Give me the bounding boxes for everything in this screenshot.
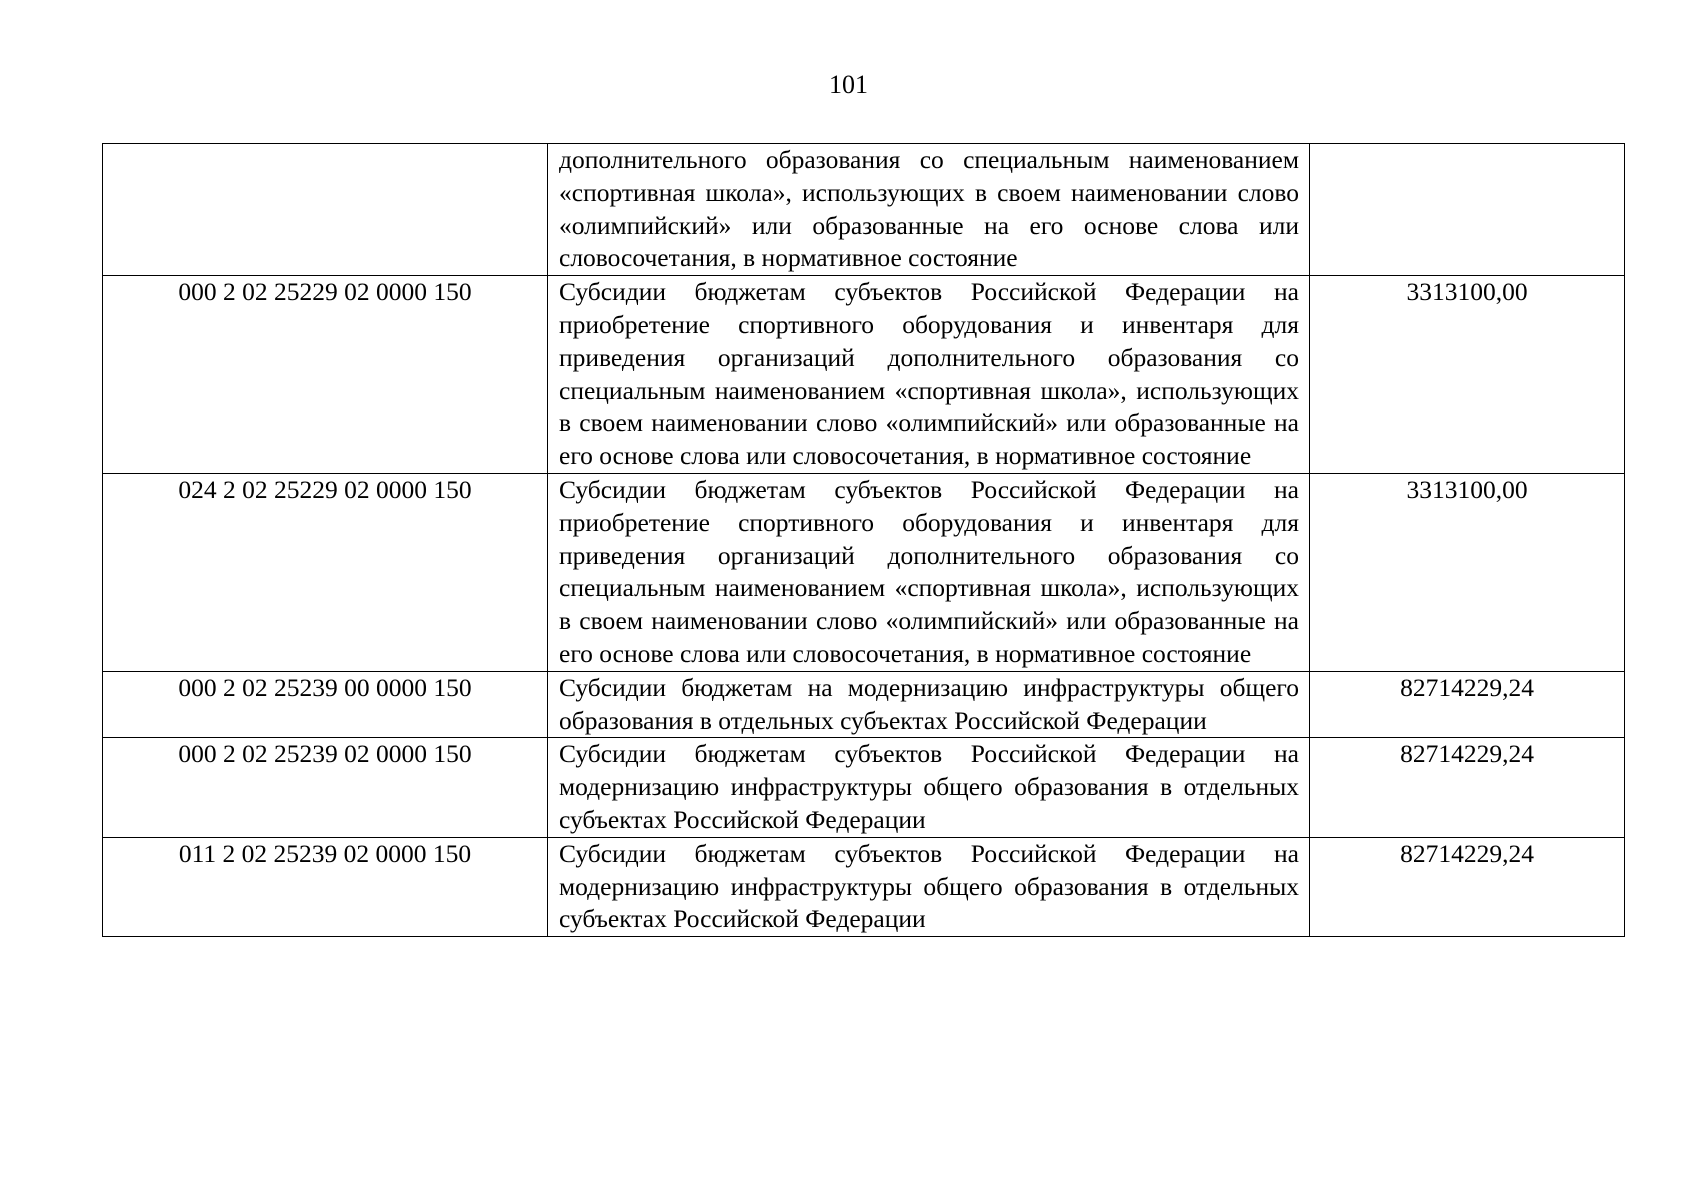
budget-table [102,143,1625,937]
classification-code: 011 2 02 25239 02 0000 150 [103,837,548,936]
income-name: Субсидии бюджетам на модернизацию инфраструктуры общего образования в отдельных субъектах Российской Федерации [548,671,1310,738]
income-name: дополнительного образования со специальным наименованием «спортивная школа», использующих в своем наименовании слово «олимпийский» или образованные на его основе слова или словосочетания, в нормативное состояние [548,144,1310,276]
income-name: Субсидии бюджетам субъектов Российской Федерации на модернизацию инфраструктуры общего образования в отдельных субъектах Российской Федерации [548,837,1310,936]
income-name: Субсидии бюджетам субъектов Российской Федерации на приобретение спортивного оборудования и инвентаря для приведения организаций дополнительного образования со специальным наименованием «спортивная школа», использующих в своем наименовании слово «олимпийский» или образованные на его основе слова или словосочетания, в нормативное состояние [548,276,1310,474]
classification-code [103,144,548,276]
classification-code: 000 2 02 25239 02 0000 150 [103,738,548,837]
amount: 3313100,00 [1310,276,1625,474]
amount [1310,144,1625,276]
amount: 82714229,24 [1310,837,1625,936]
amount: 3313100,00 [1310,473,1625,671]
classification-code: 000 2 02 25239 00 0000 150 [103,671,548,738]
table-row [103,837,1625,936]
table-row [103,276,1625,474]
income-name: Субсидии бюджетам субъектов Российской Федерации на приобретение спортивного оборудования и инвентаря для приведения организаций дополнительного образования со специальным наименованием «спортивная школа», использующих в своем наименовании слово «олимпийский» или образованные на его основе слова или словосочетания, в нормативное состояние [548,473,1310,671]
table-row [103,473,1625,671]
table-row [103,144,1625,276]
page-number: 101 [829,70,868,99]
amount: 82714229,24 [1310,738,1625,837]
classification-code: 024 2 02 25229 02 0000 150 [103,473,548,671]
classification-code: 000 2 02 25229 02 0000 150 [103,276,548,474]
table-row [103,671,1625,738]
income-name: Субсидии бюджетам субъектов Российской Федерации на модернизацию инфраструктуры общего образования в отдельных субъектах Российской Федерации [548,738,1310,837]
table-row [103,738,1625,837]
amount: 82714229,24 [1310,671,1625,738]
